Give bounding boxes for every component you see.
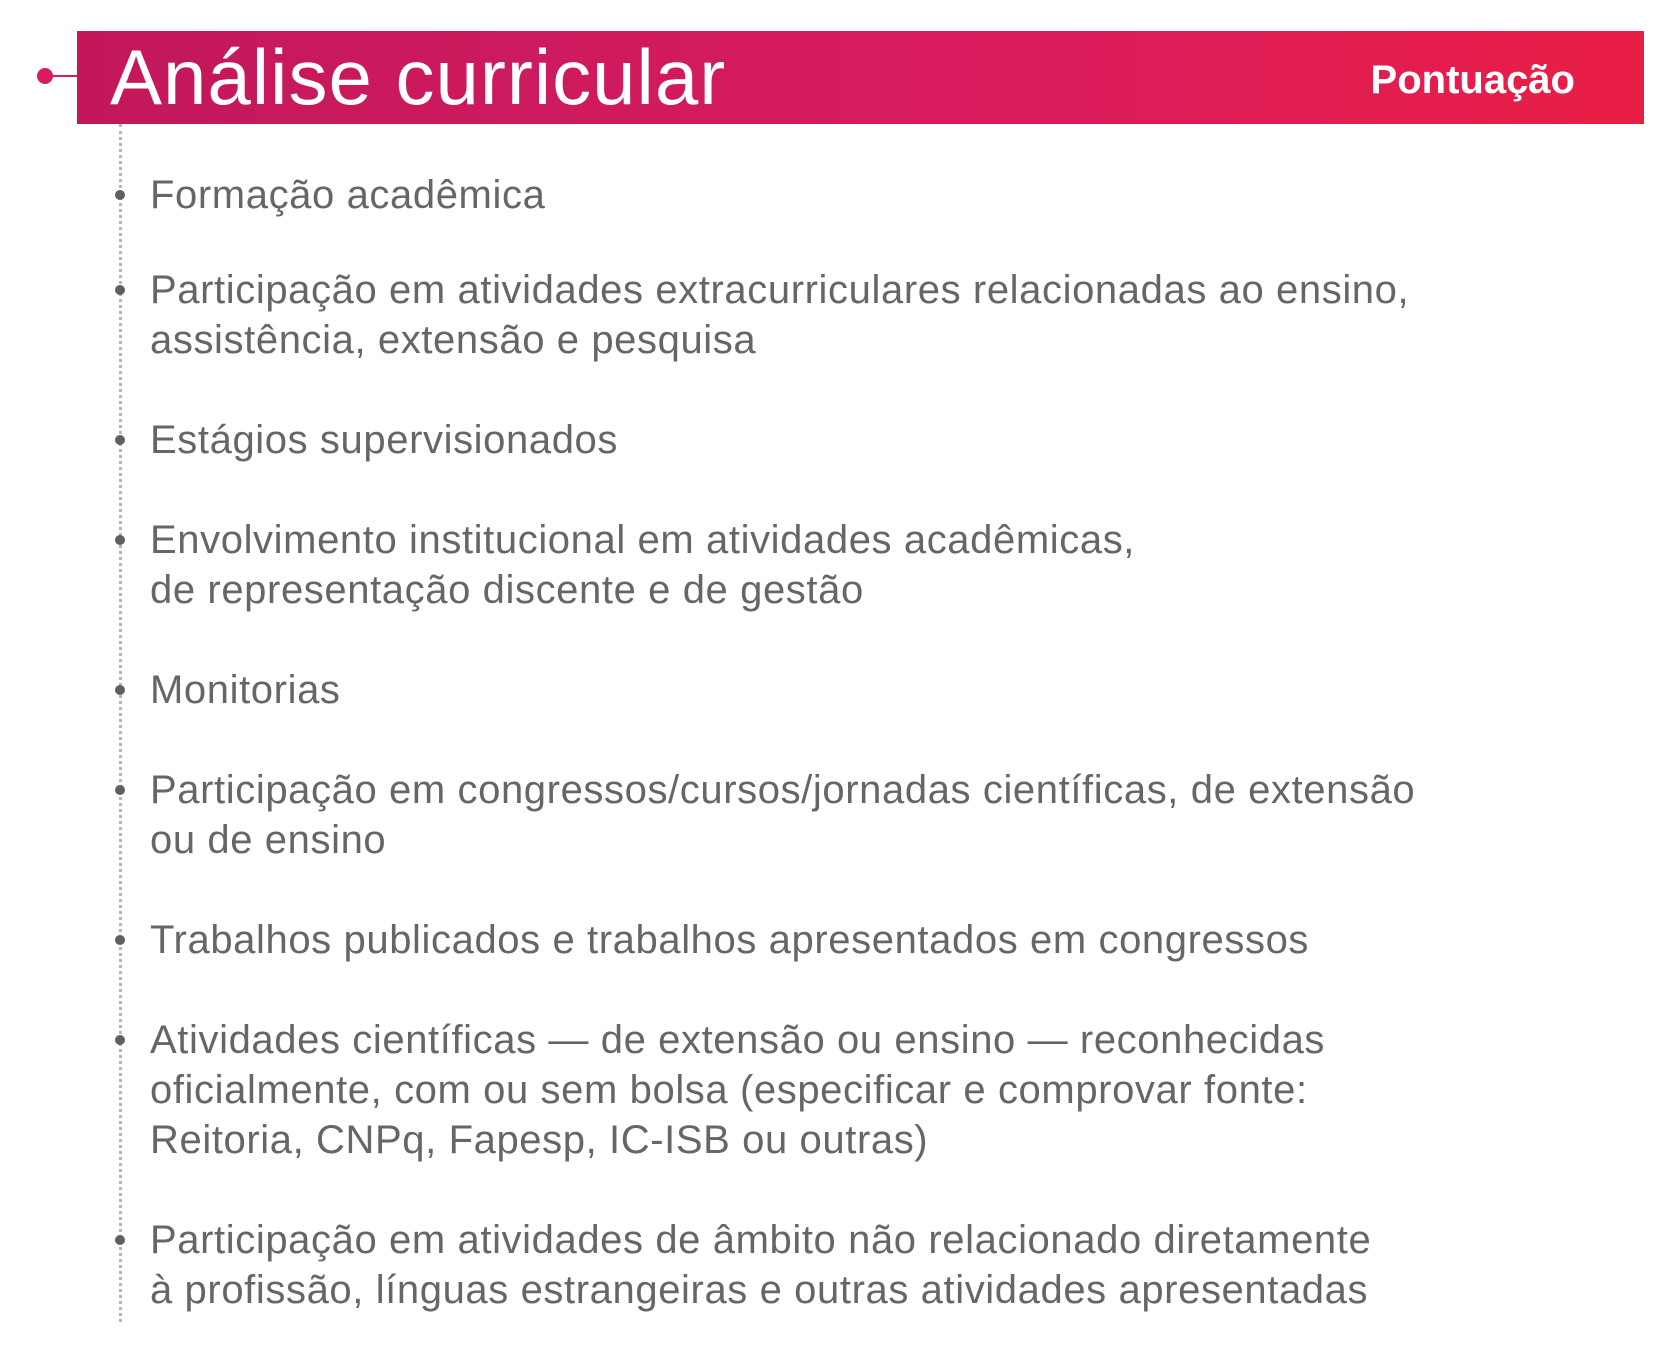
bullet-icon bbox=[115, 685, 125, 695]
bullet-icon bbox=[115, 935, 125, 945]
list-item bbox=[150, 1215, 1590, 1315]
list-item-text: Envolvimento institucional em atividades acadêmicas, de representação discente e de gestão bbox=[150, 518, 1136, 612]
list-item-text: Participação em congressos/cursos/jornadas científicas, de extensão ou de ensino bbox=[150, 768, 1416, 862]
list-item bbox=[150, 265, 1590, 365]
list-item bbox=[150, 515, 1590, 615]
list-item bbox=[150, 665, 1590, 715]
list-item-text: Participação em atividades de âmbito não relacionado diretamente à profissão, línguas estrangeiras e outras atividades apresentadas bbox=[150, 1218, 1372, 1312]
list-item-text: Estágios supervisionados bbox=[150, 418, 618, 462]
list-item-text: Atividades científicas — de extensão ou ensino — reconhecidas oficialmente, com ou sem bolsa (especificar e comprovar fonte: Reitoria, CNPq, Fapesp, IC-ISB ou outras) bbox=[150, 1018, 1326, 1162]
list-item-text: Participação em atividades extracurriculares relacionadas ao ensino, assistência, extensão e pesquisa bbox=[150, 268, 1410, 362]
bullet-icon bbox=[115, 535, 125, 545]
list-item bbox=[150, 170, 1590, 220]
bullet-icon bbox=[115, 285, 125, 295]
list-item-text: Monitorias bbox=[150, 668, 341, 712]
list-item-text: Trabalhos publicados e trabalhos apresentados em congressos bbox=[150, 918, 1310, 962]
list-item bbox=[150, 1015, 1590, 1165]
bullet-icon bbox=[115, 785, 125, 795]
page-title: Análise curricular bbox=[110, 33, 727, 121]
bullet-icon bbox=[115, 1035, 125, 1045]
list-item-text: Formação acadêmica bbox=[150, 173, 546, 217]
score-column-label: Pontuação bbox=[1370, 58, 1575, 102]
bullet-icon bbox=[115, 190, 125, 200]
list-item bbox=[150, 765, 1590, 865]
bullet-icon bbox=[115, 1235, 125, 1245]
list-item bbox=[150, 915, 1590, 965]
list-item bbox=[150, 415, 1590, 465]
bullet-icon bbox=[115, 435, 125, 445]
